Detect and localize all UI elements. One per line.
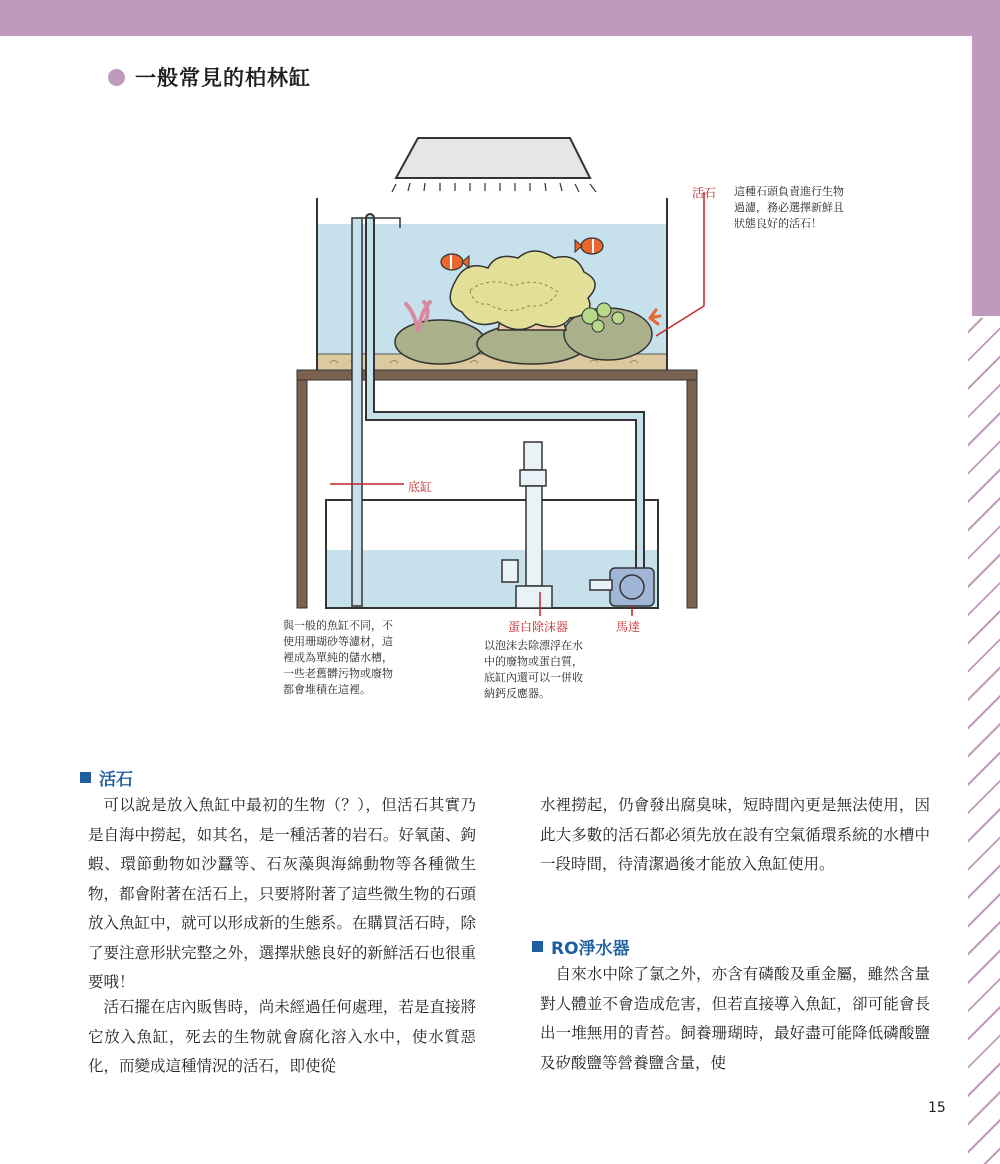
- section-heading-live-rock: [80, 765, 133, 790]
- section-square-icon: [80, 772, 91, 783]
- desc-line: 狀態良好的活石！: [734, 217, 822, 230]
- callout-sump-desc: [283, 618, 443, 698]
- section-square-icon: [532, 941, 543, 952]
- section-title: 活石: [99, 770, 133, 790]
- body-paragraph: 可以說是放入魚缸中最初的生物（？），但活石其實乃是自海中撈起，如其名，是一種活著的岩石。好氧菌、鉤蝦、環節動物如沙蠶等、石灰藻與海綿動物等各種微生物，都會附著在活石上，只要將附著了這些微生物的石頭放入魚缸中，就可以形成新的生態系。在購買活石時，除了要注意形狀完整之外，選擇狀態良好的新鮮活石也很重要哦！: [88, 796, 476, 991]
- callout-skimmer-label: 蛋白除沫器: [508, 620, 569, 634]
- callout-skimmer-desc: [484, 638, 614, 702]
- page-title: 一般常見的柏林缸: [135, 66, 311, 90]
- desc-line: 裡成為單純的儲水槽，: [283, 651, 393, 664]
- section-heading-ro-filter: [532, 934, 630, 959]
- body-paragraph: 活石擺在店內販售時，尚未經過任何處理，若是直接將它放入魚缸，死去的生物就會腐化溶入水中，使水質惡化，而變成這種情況的活石，即使從: [88, 998, 476, 1075]
- side-chapter-tab: [972, 36, 1000, 316]
- callout-live-rock-desc: [734, 184, 884, 232]
- desc-line: 使用珊瑚砂等濾材，這: [283, 635, 393, 648]
- callout-pump-label: 馬達: [616, 620, 641, 634]
- body-paragraph: 自來水中除了氯之外，亦含有磷酸及重金屬，雖然含量對人體並不會造成危害，但若直接導入魚缸，卻可能會長出一堆無用的青苔。飼養珊瑚時，最好盡可能降低磷酸鹽及矽酸鹽等營養鹽含量，使: [540, 965, 930, 1072]
- berlin-tank-diagram: [270, 120, 720, 620]
- sump-water: [326, 550, 658, 608]
- callout-sump-label: 底缸: [408, 480, 433, 494]
- page-title-row: [108, 62, 311, 92]
- desc-line: 這種石頭負責進行生物: [734, 185, 844, 198]
- desc-line: 一些老舊髒污物或廢物: [283, 667, 393, 680]
- desc-line: 過濾，務必選擇新鮮且: [734, 201, 844, 214]
- overflow-pipe: [352, 218, 362, 606]
- side-stripe-pattern: [968, 318, 1000, 1164]
- desc-line: 納鈣反應器。: [484, 687, 550, 700]
- desc-line: 以泡沫去除漂浮在水: [484, 639, 583, 652]
- section-title: RO淨水器: [551, 939, 630, 959]
- top-color-band: [0, 0, 1000, 36]
- lamp-icon: [396, 138, 590, 178]
- stand-leg-right: [687, 380, 697, 608]
- desc-line: 中的廢物或蛋白質，: [484, 655, 583, 668]
- light-rays: [392, 183, 596, 192]
- body-paragraph-continued: 水裡撈起，仍會發出腐臭味，短時間內更是無法使用，因此大多數的活石都必須先放在設有空氣循環系統的水槽中一段時間，待清潔過後才能放入魚缸使用。: [540, 796, 930, 873]
- stand-leg-left: [297, 380, 307, 608]
- desc-line: 底缸內還可以一併收: [484, 671, 583, 684]
- title-bullet-icon: [108, 69, 125, 86]
- callout-live-rock-label: 活石: [692, 186, 717, 200]
- desc-line: 與一般的魚缸不同，不: [283, 619, 393, 632]
- page-number: 15: [928, 1100, 946, 1116]
- desc-line: 都會堆積在這裡。: [283, 683, 371, 696]
- live-rock-left: [395, 320, 485, 364]
